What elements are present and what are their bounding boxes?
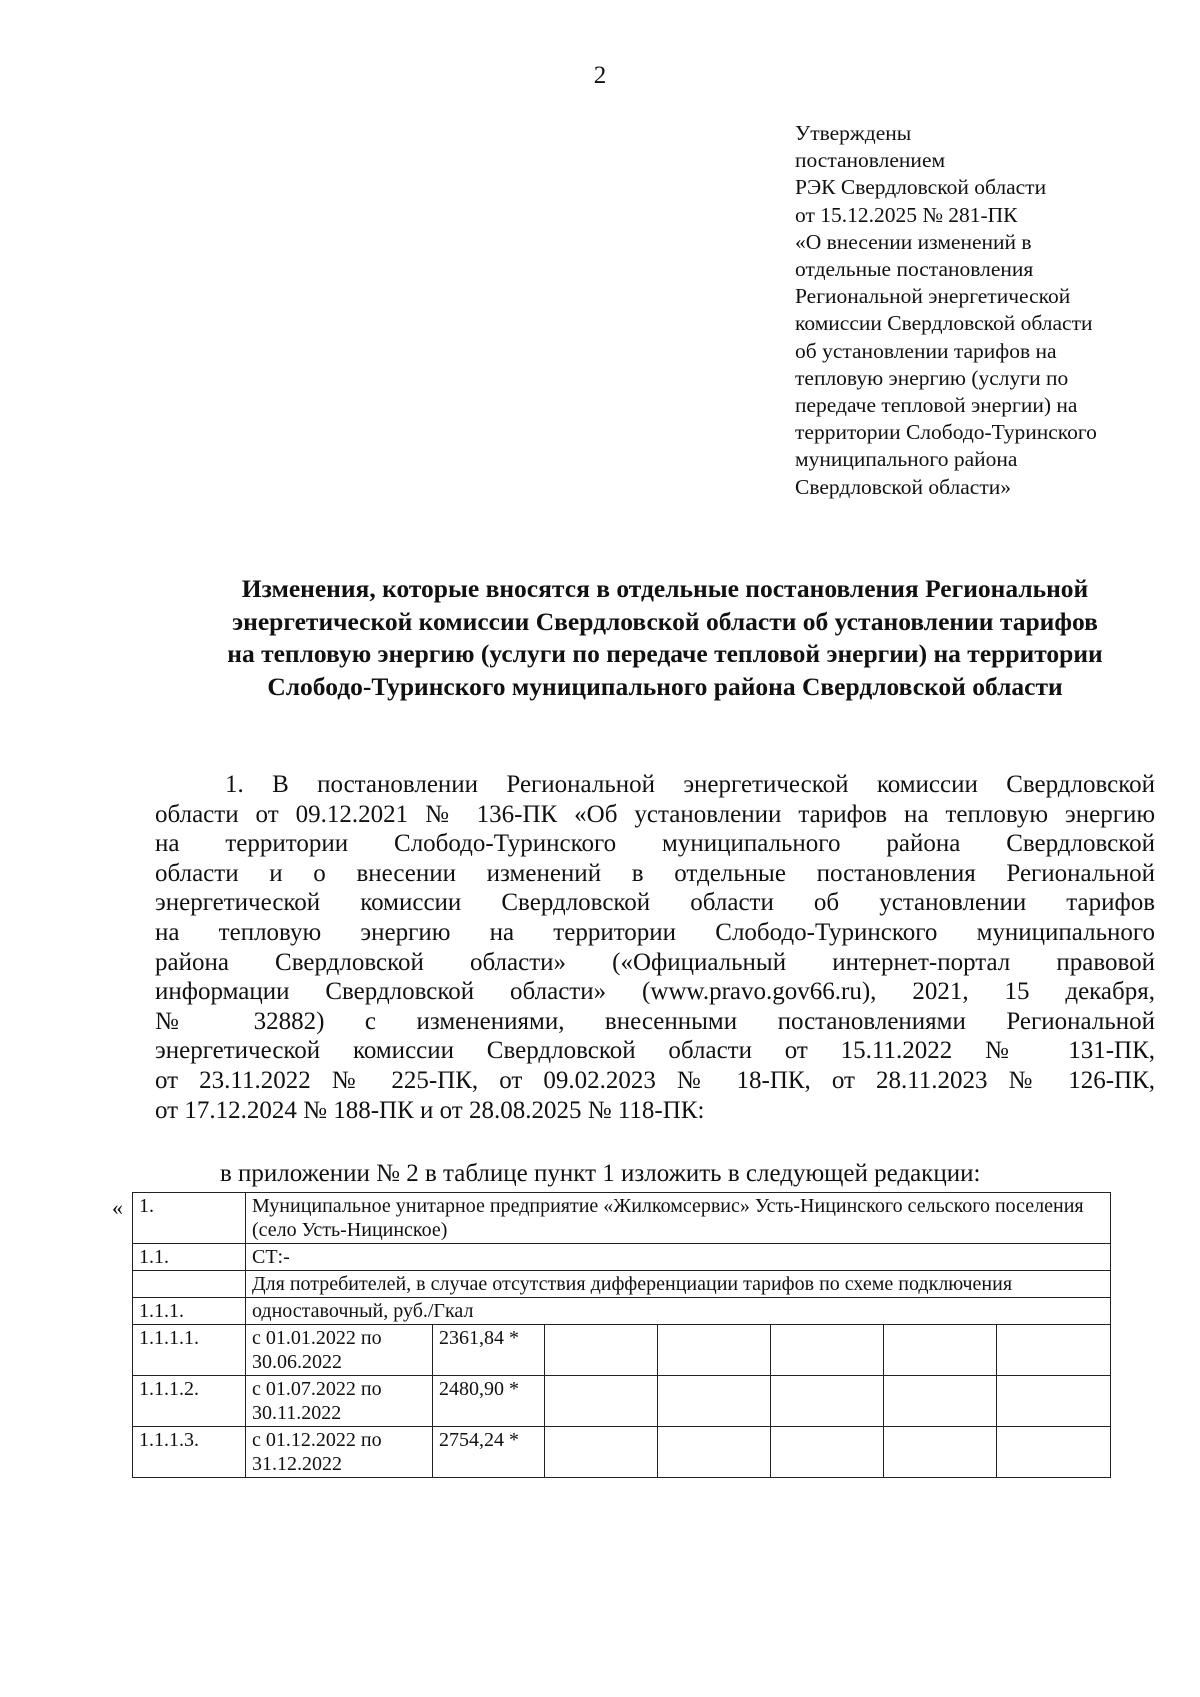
title-line: Слободо-Туринского муниципального района Свердловской области (267, 671, 1063, 701)
body-line: информации Свердловской области» (www.pravo.gov66.ru), 2021, 15 декабря, (155, 978, 1155, 1006)
approval-line: отдельные постановления (795, 257, 1034, 282)
empty-cell (658, 1376, 771, 1427)
body-line: области от 09.12.2021 № 136-ПК «Об установлении тарифов на тепловую энергию (155, 800, 1155, 828)
approval-line: Утверждены (795, 121, 912, 145)
body-line: на тепловую энергию на территории Слободо-Туринского муниципального (155, 918, 1155, 946)
approval-line: об установлении тарифов на (795, 338, 1057, 363)
empty-cell (545, 1325, 658, 1376)
approval-line: Региональной энергетической (795, 284, 1071, 309)
empty-cell (884, 1376, 997, 1427)
table-row (133, 1376, 1111, 1427)
tariff-value: 2754,24 * (433, 1427, 545, 1478)
period-cell: с 01.01.2022 по 30.06.2022 (246, 1325, 433, 1376)
consumer-note: Для потребителей, в случае отсутствия дифференциации тарифов по схеме подключения (246, 1271, 1111, 1298)
tariff-value: 2480,90 * (433, 1376, 545, 1427)
period-cell: с 01.07.2022 по 30.11.2022 (246, 1376, 433, 1427)
row-number: 1. (133, 1193, 246, 1244)
rate-type: одноставочный, руб./Гкал (246, 1298, 1111, 1325)
row-number: 1.1. (133, 1244, 246, 1271)
table-row (133, 1244, 1111, 1271)
body-line: энергетической комиссии Свердловской области от 15.11.2022 № 131-ПК, (155, 1037, 1155, 1065)
empty-cell (997, 1427, 1111, 1478)
quote-mark: « (112, 1195, 123, 1220)
empty-cell (658, 1427, 771, 1478)
empty-cell (884, 1427, 997, 1478)
empty-cell (133, 1271, 246, 1298)
table-row (133, 1298, 1111, 1325)
approval-line: постановлением (795, 148, 946, 173)
empty-cell (884, 1325, 997, 1376)
approval-line: муниципального района (795, 447, 1018, 472)
row-number: 1.1.1.3. (133, 1427, 246, 1478)
body-line: энергетической комиссии Свердловской области об установлении тарифов (155, 889, 1155, 917)
table-row (133, 1325, 1111, 1376)
approval-line: комиссии Свердловской области (795, 311, 1093, 336)
empty-cell (771, 1376, 884, 1427)
body-line: района Свердловской области» («Официальный интернет-портал правовой (155, 948, 1155, 976)
body-line: от 23.11.2022 № 225-ПК, от 09.02.2023 № 18-ПК, от 28.11.2023 № 126-ПК, (155, 1066, 1155, 1094)
approval-line: Свердловской области» (795, 474, 1011, 499)
body-line: от 17.12.2024 № 188-ПК и от 28.08.2025 № 118-ПК: (155, 1096, 705, 1124)
tariff-value: 2361,84 * (433, 1325, 545, 1376)
table-intro: в приложении № 2 в таблице пункт 1 изложить в следующей редакции: (220, 1160, 981, 1187)
document-title (120, 573, 1200, 703)
approval-line: РЭК Свердловской области (795, 175, 1047, 200)
title-line: энергетической комиссии Свердловской области об установлении тарифов (232, 606, 1098, 636)
period-cell: с 01.12.2022 по 31.12.2022 (246, 1427, 433, 1478)
empty-cell (545, 1376, 658, 1427)
tariff-table (132, 1192, 1111, 1478)
empty-cell (545, 1427, 658, 1478)
empty-cell (771, 1325, 884, 1376)
body-paragraph (155, 770, 1155, 1125)
approval-line: от 15.12.2025 № 281-ПК (795, 202, 1018, 227)
table-row (133, 1193, 1111, 1244)
table-row (133, 1271, 1111, 1298)
approval-line: территории Слободо-Туринского (795, 420, 1097, 445)
approval-line: «О внесении изменений в (795, 229, 1032, 254)
page-number: 2 (593, 62, 607, 89)
heat-system-name: СТ:- (246, 1244, 1111, 1271)
body-line: области и о внесении изменений в отдельные постановления Региональной (155, 859, 1155, 887)
title-line: на тепловую энергию (услуги по передаче тепловой энергии) на территории (227, 639, 1103, 668)
title-line: Изменения, которые вносятся в отдельные постановления Региональной (241, 574, 1089, 603)
table-row (133, 1427, 1111, 1478)
empty-cell (771, 1427, 884, 1478)
body-line: 1. В постановлении Региональной энергетической комиссии Свердловской (225, 771, 1155, 798)
empty-cell (997, 1376, 1111, 1427)
row-number: 1.1.1.2. (133, 1376, 246, 1427)
empty-cell (997, 1325, 1111, 1376)
body-line: № 32882) с изменениями, внесенными постановлениями Региональной (155, 1007, 1155, 1035)
approval-line: передаче тепловой энергии) на (795, 393, 1078, 418)
row-number: 1.1.1.1. (133, 1325, 246, 1376)
organization-name: Муниципальное унитарное предприятие «Жилкомсервис» Усть-Ницинского сельского поселения (село Усть-Ницинское) (246, 1193, 1111, 1244)
body-line: на территории Слободо-Туринского муниципального района Свердловской (155, 830, 1155, 858)
empty-cell (658, 1325, 771, 1376)
approval-block (795, 120, 1155, 501)
approval-line: тепловую энергию (услуги по (795, 365, 1069, 390)
row-number: 1.1.1. (133, 1298, 246, 1325)
